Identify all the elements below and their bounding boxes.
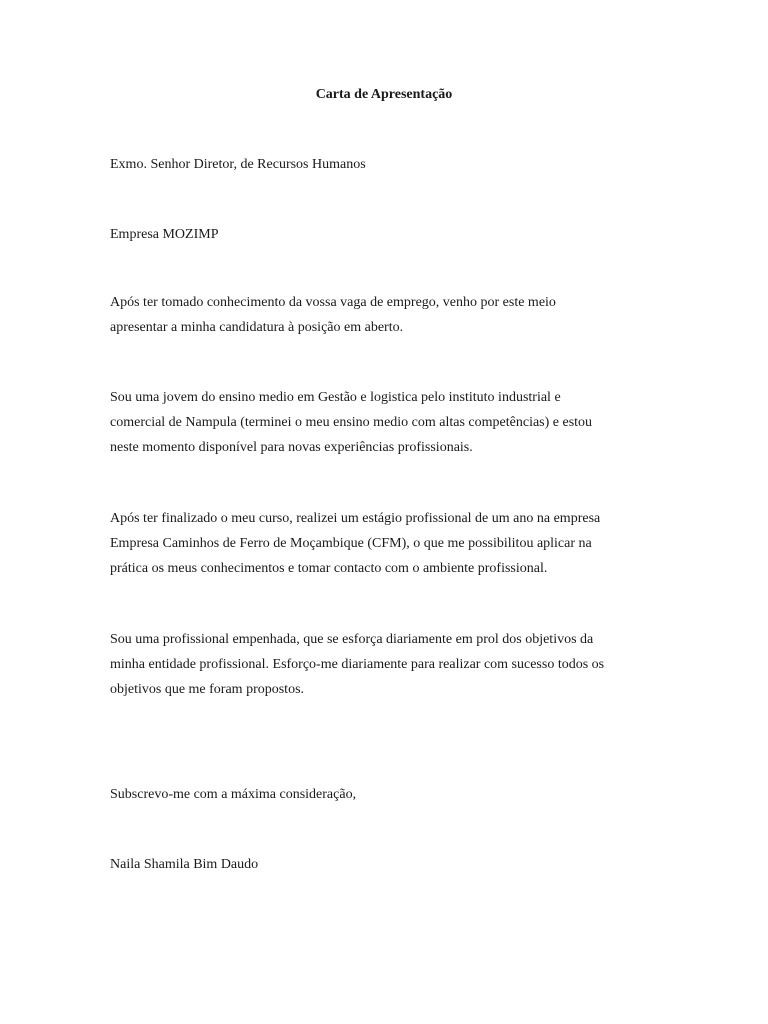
paragraph-line: comercial de Nampula (terminei o meu ensino medio com altas competências) e estou xyxy=(110,415,593,430)
paragraph-1 xyxy=(110,290,670,340)
paragraph-line: minha entidade profissional. Esforço-me diariamente para realizar com sucesso todos os xyxy=(110,657,605,672)
paragraph-4 xyxy=(110,627,670,702)
paragraph-2 xyxy=(110,385,670,460)
paragraph-line: Empresa Caminhos de Ferro de Moçambique (CFM), o que me possibilitou aplicar na xyxy=(110,536,592,551)
paragraph-line: Sou uma profissional empenhada, que se esforça diariamente em prol dos objetivos da xyxy=(110,632,594,647)
paragraph-line: prática os meus conhecimentos e tomar contacto com o ambiente profissional. xyxy=(110,561,548,576)
signature-name: Naila Shamila Bim Daudo xyxy=(110,857,259,872)
paragraph-line: neste momento disponível para novas experiências profissionais. xyxy=(110,440,473,455)
salutation: Exmo. Senhor Diretor, de Recursos Humanos xyxy=(110,157,366,172)
closing-line: Subscrevo-me com a máxima consideração, xyxy=(110,787,357,802)
paragraph-line: Após ter tomado conhecimento da vossa vaga de emprego, venho por este meio xyxy=(110,295,556,310)
letter-title: Carta de Apresentação xyxy=(315,87,453,102)
paragraph-line: objetivos que me foram propostos. xyxy=(110,682,305,697)
paragraph-line: apresentar a minha candidatura à posição em aberto. xyxy=(110,320,404,335)
paragraph-line: Após ter finalizado o meu curso, realizei um estágio profissional de um ano na empresa xyxy=(110,511,601,526)
paragraph-line: Sou uma jovem do ensino medio em Gestão e logistica pelo instituto industrial e xyxy=(110,390,561,405)
company-name: Empresa MOZIMP xyxy=(110,227,219,242)
paragraph-3 xyxy=(110,506,670,581)
